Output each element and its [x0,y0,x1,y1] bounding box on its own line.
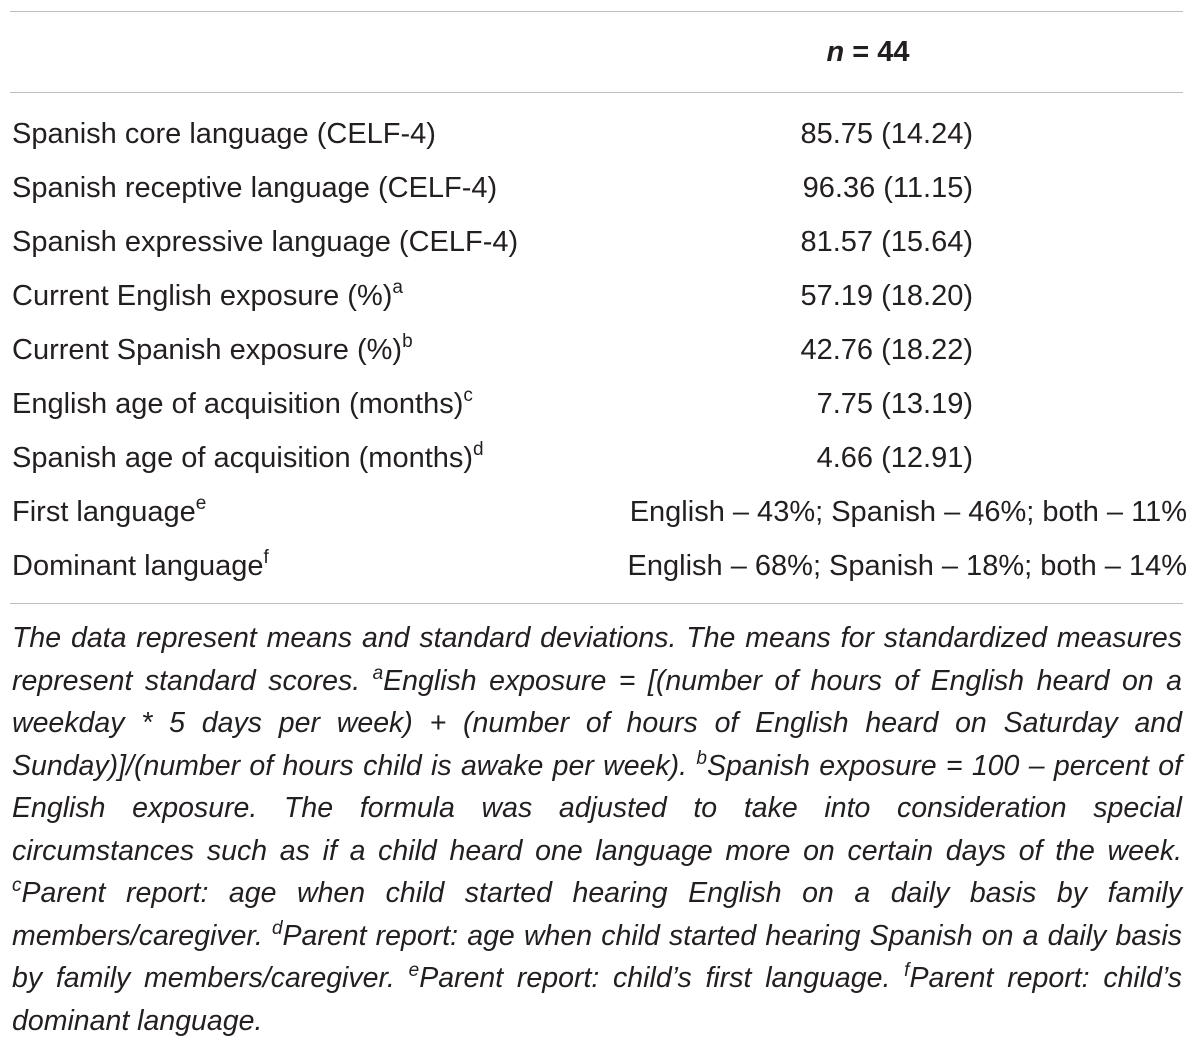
footnote-a-text: English exposure = [(number of hours of English heard on a weekday * 5 days per week) + (number of hours of English heard on Saturday and Sunday)]/(number of hours child is awake per week). [12,664,1182,782]
footnote-marker-e: e [408,960,420,981]
row-value: 7.75 (13.19) [816,388,973,420]
table-row [12,111,1187,165]
table-row [12,489,1187,543]
row-label [12,435,484,481]
footnote-marker: c [463,385,473,406]
row-label [12,111,436,157]
footnote-b-text: Spanish exposure = 100 – percent of English exposure. The formula was adjusted to take into consideration special circumstances such as if a child heard one language more on certain days of the week. [12,749,1183,867]
table-row [12,381,1187,435]
footnote-marker: e [195,493,207,514]
row-label [12,327,413,373]
footnote-marker-d: d [271,917,283,939]
row-label-text: Spanish age of acquisition (months) [12,442,474,474]
row-label-text: Current English exposure (%) [12,280,393,312]
row-value: 85.75 (14.24) [800,118,973,150]
table-header-rule [10,92,1183,93]
table-top-rule [10,11,1183,12]
table-row [12,435,1187,489]
footnote-marker-a: a [372,662,384,684]
footnote-marker: b [402,331,413,352]
row-label-text: Spanish expressive language (CELF-4) [12,226,519,258]
row-label [12,543,269,589]
footnote-marker: d [473,439,484,460]
column-header-n [740,34,996,70]
row-label-text: Current Spanish exposure (%) [12,334,403,366]
row-label-text: English age of acquisition (months) [12,388,464,420]
table-footnote [12,617,1182,1042]
row-label [12,165,497,211]
row-label [12,273,403,319]
footnote-marker: f [263,547,269,568]
row-label [12,489,206,535]
table-row [12,219,1187,273]
row-label-text: Spanish core language (CELF-4) [12,118,436,150]
row-value: English – 43%; Spanish – 46%; both – 11% [629,496,1187,528]
footnote-c-text: Parent report: age when child started hearing English on a daily basis by family members/caregiver. [12,877,1182,952]
footnote-intro: The data represent means and standard deviations. The means for standardized measures represent standard scores. [12,622,1182,697]
table-row [12,273,1187,327]
row-value: 81.57 (15.64) [800,226,973,258]
row-label-text: First language [12,496,196,528]
footnote-marker-b: b [696,747,707,769]
row-label-text: Spanish receptive language (CELF-4) [12,172,498,204]
footnote-d-text: Parent report: age when child started hearing Spanish on a daily basis by family members/caregiver. [12,919,1182,994]
table-body [12,111,1187,597]
footnote-e-text: Parent report: child’s first language. [419,962,905,994]
row-value: 42.76 (18.22) [800,334,973,366]
footnote-marker: a [392,277,403,298]
n-variable: n [826,36,845,68]
table-row [12,327,1187,381]
n-value: = 44 [844,36,910,68]
row-label [12,219,518,265]
footnote-marker-c: c [12,875,22,896]
row-value: English – 68%; Spanish – 18%; both – 14% [627,550,1187,582]
row-label-text: Dominant language [12,550,264,582]
table-bottom-rule [10,603,1183,604]
table-row [12,165,1187,219]
table-row [12,543,1187,597]
row-value: 96.36 (11.15) [802,172,973,204]
footnote-marker-f: f [904,960,910,981]
row-value: 4.66 (12.91) [816,442,973,474]
footnote-f-text: Parent report: child’s dominant language. [12,962,1183,1037]
row-label [12,381,473,427]
row-value: 57.19 (18.20) [800,280,973,312]
